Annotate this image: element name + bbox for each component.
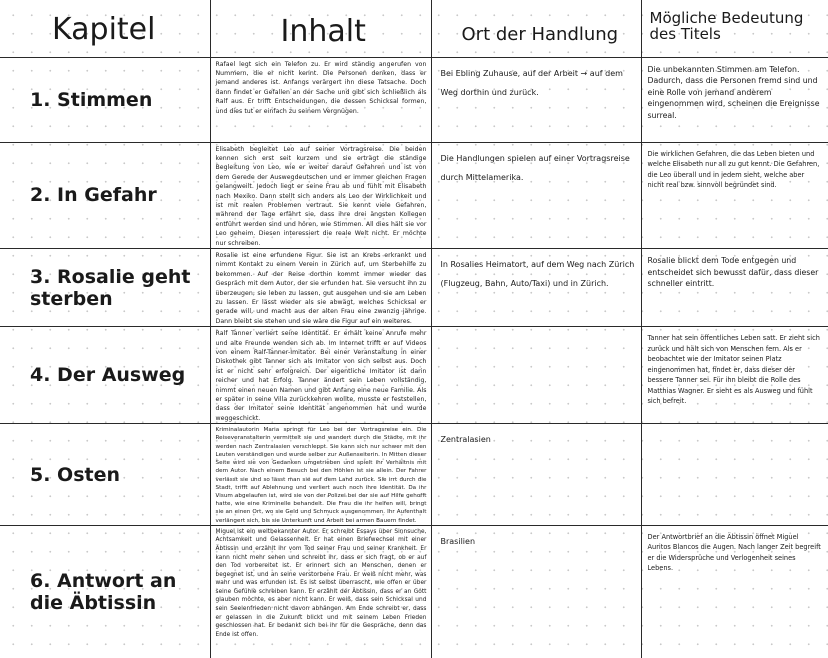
chapter-content: Kriminalautorin Maria springt für Leo bei der Vortragsreise ein. Die Reiseveranstalterin vermittelt sie und wandert durch die Städte, mit ihr werden nach Zentralasien verschleppt. Sie kann sich nur schwer mit den Leuten verständigen und wurde selber zur Außenseiterin. In Mitten dieser Seite wird sie von Gedanken umgetrieben und spielt ihr Verhältnis mit dem Autor. Nach einem Besuch bei den Höhlen ist sie allein. Der Fahrer verlässt sie und so lässt man sie auf dem Land zurück. Sie irrt durch die Stadt, trifft auf Ablehnung und verliert auch noch ihre Identität. Da ihr Visum abgelaufen ist, wird sie von der Polizei bei der sie auf Hilfe gehofft hatte, wie eine Kriminelle behandelt. Die Frau die ihr helfen will, bringt sie an einen Ort, wo sie Geld und Schmuck ausgenommen. Ihr Aufenthalt verlängert sich, bis sie Unterkunft und Arbeit bei armen Bauern findet. — [211, 424, 431, 524]
table-row — [0, 327, 828, 424]
chapter-content: Rosalie ist eine erfundene Figur. Sie ist an Krebs erkrankt und nimmt Kontakt zu einem Verein in Zürich auf, um Sterbehilfe zu bekommen. Auf der Reise dorthin kommt immer wieder das Gespräch mit dem Autor, der sie erfunden hat. Sie versucht ihn zu überzeugen, sie leben zu lassen, gut ausgehen und sie am Leben zu lassen. Er lässt wieder als sie abwägt, welches Schicksal er gerade will, und macht aus der alten Frau eine zwanzig jährige. Dann bleibt sie stehen und sie wäre die Figur auf ein weiteres. — [211, 249, 431, 326]
meaning-cell — [641, 327, 828, 424]
chapter-meaning: Tanner hat sein öffentliches Leben satt. Er zieht sich zurück und hält sich von Menschen fern. Als er beobachtet wie der Imitator seinen Platz eingenommen hat, findet er, dass dieser der bessere Tanner sei. Für ihn bleibt die Rolle des Matthias Wagner. Er sieht es als Ausweg und fühlt sich befreit. — [642, 327, 828, 407]
chapter-meaning: Die unbekannten Stimmen am Telefon. Dadurch, dass die Personen fremd sind und eine Rolle von jemand anderem eingenommen wird, scheinen die Ereignisse surreal. — [642, 58, 828, 122]
table-row — [0, 424, 828, 525]
chapter-cell — [0, 327, 210, 424]
chapter-title: 4. Der Ausweg — [0, 327, 210, 423]
chapter-content: Ralf Tanner verliert seine Identität. Er erhält keine Anrufe mehr und alte Freunde wenden sich ab. Im Internet trifft er auf Videos von einem Ralf-Tanner-Imitator. Bei einer Veranstaltung in einer Diskothek gibt Tanner sich als Imitator von sich selbst aus. Doch ist er nicht sehr erfolgreich. Der eigentliche Imitator ist darin reicher und hat Erfolg. Tanner ändert sein Leben vollständig, nimmt einen neuen Namen und gibt Anfang eine neue Familie. Als er später in seine Villa zurückkehren wollte, musste er feststellen, dass der Imitator seine Identität angenommen hat und wurde weggeschickt. — [211, 327, 431, 423]
header-content: Inhalt — [210, 0, 431, 57]
table-row — [0, 57, 828, 142]
chapter-location: Bei Ebling Zuhause, auf der Arbeit → auf dem Weg dorthin und zurück. — [432, 58, 641, 102]
content-cell — [210, 525, 431, 658]
chapter-cell — [0, 525, 210, 658]
chapter-content: Rafael legt sich ein Telefon zu. Er wird ständig angerufen von Nummern, die er nicht kennt. Die Personen denken, dass er jemand anderes ist. Anfangs verärgert ihn diese Tatsache. Doch dann findet er Gefallen an der Sache und gibt sich schließlich als Ralf aus. Er trifft Entscheidungen, die dessen Schicksal formen, und dies tut er einfach zu seinem Vergnügen. — [211, 58, 431, 116]
location-cell — [431, 327, 641, 424]
meaning-cell — [641, 248, 828, 326]
content-cell — [210, 142, 431, 248]
location-cell — [431, 57, 641, 142]
content-cell — [210, 248, 431, 326]
chapter-location: Die Handlungen spielen auf einer Vortragsreise durch Mittelamerika. — [432, 143, 641, 187]
chapter-meaning: Rosalie blickt dem Tode entgegen und entscheidet sich bewusst dafür, dass dieser schneller eintritt. — [642, 249, 828, 290]
chapter-title: 6. Antwort an die Äbtissin — [0, 526, 210, 658]
chapter-cell — [0, 248, 210, 326]
table-row — [0, 525, 828, 658]
content-cell — [210, 327, 431, 424]
chapter-location — [432, 327, 641, 333]
chapter-meaning: Die wirklichen Gefahren, die das Leben bieten und welche Elisabeth nur all zu gut kennt. Die Gefahren, die Leo überall und in jedem sieht, welche aber nicht real bzw. sinnvoll begründet sind. — [642, 143, 828, 191]
chapter-location: Brasilien — [432, 526, 641, 551]
chapter-title: 3. Rosalie geht sterben — [0, 249, 210, 326]
location-cell — [431, 142, 641, 248]
chapter-content: Miguel ist ein weltbekannter Autor. Er schreibt Essays über Sinnsuche, Achtsamkeit und Gelassenheit. Er hat einen Briefwechsel mit einer Äbtissin und erzählt ihr vom Tod seiner Frau und seiner Krankheit. Er kann nicht mehr sehen und schreibt ihr, dass er sich fragt, ob er auf den Tod vorbereitet ist. Er erinnert sich an Menschen, denen er begegnet ist, und an seine verstorbene Frau. Er weiß nicht mehr, was wahr und was erfunden ist. Es ist selbst überrascht, wie offen er über seine Gefühle schreiben kann. Er erzählt der Äbtissin, dass er an Gott glauben möchte, es aber nicht kann. Er weiß, dass sein Schicksal und sein Seelenfrieden nicht davon abhängen. Am Ende schreibt er, dass er gelassen in die Zukunft blickt und mit seinem Leben Frieden geschlossen hat. Er bedankt sich bei ihr für die Gespräche, denn das Ende ist offen. — [211, 526, 431, 640]
meaning-cell — [641, 525, 828, 658]
chapter-title: 5. Osten — [0, 424, 210, 524]
chapter-location: In Rosalies Heimatort, auf dem Weg nach Zürich (Flugzeug, Bahn, Auto/Taxi) und in Zürich. — [432, 249, 641, 293]
table-row — [0, 248, 828, 326]
header-row — [0, 0, 828, 57]
chapter-cell — [0, 424, 210, 525]
table-row — [0, 142, 828, 248]
content-cell — [210, 57, 431, 142]
location-cell — [431, 525, 641, 658]
content-cell — [210, 424, 431, 525]
chapter-cell — [0, 142, 210, 248]
chapter-meaning: Der Antwortbrief an die Äbtissin öffnet Miguel Auritos Blancos die Augen. Nach langer Zeit begreift er die Widersprüche und Verlogenheit seines Lebens. — [642, 526, 828, 574]
meaning-cell — [641, 142, 828, 248]
header-meaning: Mögliche Bedeutung des Titels — [641, 0, 828, 57]
chapter-title: 1. Stimmen — [0, 58, 210, 142]
chapter-content: Elisabeth begleitet Leo auf seiner Vortragsreise. Die beiden kennen sich erst seit kurzem und sie erträgt die ständige Begleitung von Leo, wie er weiter darauf Gefahren und ist von dem Gerede der Auswegdeutschen und er immer gleichen Fragen gelangweilt. Jedoch liegt er seine Frau ab und fühlt mit Elisabeth nach Mexiko. Dann stellt sich anders als Leo der Wirklichkeit und ist mit realen Problemen vertraut. Sie kennt viele Gefahren, während der Tage erfährt sie, dass ihre drei ängsten Kollegen entführt werden sind und hören, wie Stimmen. All dies hält sie vor Leo geheim. Diesen interessiert die reale Welt nicht. Er möchte nur schreiben. — [211, 143, 431, 248]
meaning-cell — [641, 57, 828, 142]
chapter-title: 2. In Gefahr — [0, 143, 210, 248]
chapter-location: Zentralasien — [432, 424, 641, 449]
chapter-cell — [0, 57, 210, 142]
location-cell — [431, 248, 641, 326]
location-cell — [431, 424, 641, 525]
header-location: Ort der Handlung — [431, 0, 641, 57]
header-chapter: Kapitel — [0, 0, 210, 57]
meaning-cell — [641, 424, 828, 525]
chapter-meaning — [642, 424, 828, 430]
